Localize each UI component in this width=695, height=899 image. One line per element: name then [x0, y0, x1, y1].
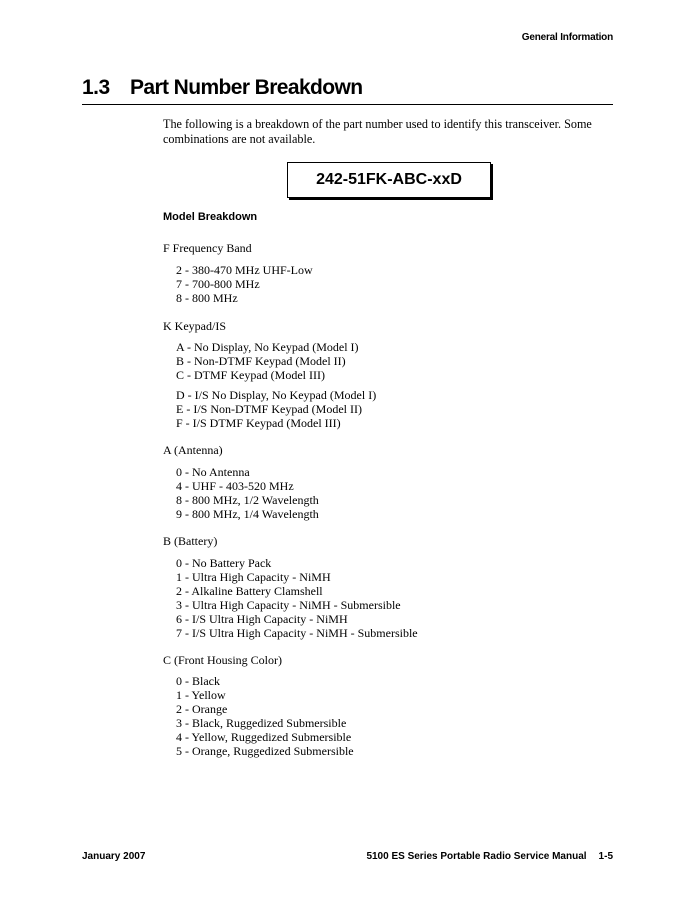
group-title-keypad: K Keypad/IS	[163, 319, 226, 333]
footer-date: January 2007	[82, 851, 146, 862]
list-item: D - I/S No Display, No Keypad (Model I)	[176, 388, 377, 402]
list-item: 4 - Yellow, Ruggedized Submersible	[176, 730, 352, 744]
list-item: B - Non-DTMF Keypad (Model II)	[176, 354, 346, 368]
list-item: A - No Display, No Keypad (Model I)	[176, 340, 359, 354]
group-title-housing-color: C (Front Housing Color)	[163, 653, 283, 667]
running-header: General Information	[521, 32, 613, 43]
list-item: 1 - Yellow	[176, 688, 226, 702]
list-item: 7 - I/S Ultra High Capacity - NiMH - Submersible	[176, 626, 418, 640]
group-title-battery: B (Battery)	[163, 534, 218, 548]
list-item: 0 - No Battery Pack	[176, 556, 272, 570]
list-item: 1 - Ultra High Capacity - NiMH	[176, 570, 331, 584]
intro-paragraph: The following is a breakdown of the part number used to identify this transceiver. Some combinations are not available.	[163, 117, 592, 146]
list-item: 8 - 800 MHz, 1/2 Wavelength	[176, 493, 319, 507]
list-item: 8 - 800 MHz	[176, 291, 238, 305]
footer-manual-title: 5100 ES Series Portable Radio Service Manual	[366, 851, 587, 862]
list-item: 6 - I/S Ultra High Capacity - NiMH	[176, 612, 348, 626]
group-title-antenna: A (Antenna)	[163, 443, 223, 457]
list-item: 9 - 800 MHz, 1/4 Wavelength	[176, 507, 319, 521]
list-item: 7 - 700-800 MHz	[176, 277, 260, 291]
list-item: 2 - Orange	[176, 702, 228, 716]
page-title: Part Number Breakdown	[130, 76, 363, 99]
list-item: F - I/S DTMF Keypad (Model III)	[176, 416, 341, 430]
list-item: 3 - Black, Ruggedized Submersible	[176, 716, 347, 730]
list-item: 4 - UHF - 403-520 MHz	[176, 479, 294, 493]
list-item: 3 - Ultra High Capacity - NiMH - Submersible	[176, 598, 401, 612]
list-item: 0 - No Antenna	[176, 465, 250, 479]
list-item: 2 - Alkaline Battery Clamshell	[176, 584, 323, 598]
list-item: 0 - Black	[176, 674, 220, 688]
footer-right	[366, 851, 613, 862]
list-item: E - I/S Non-DTMF Keypad (Model II)	[176, 402, 362, 416]
list-item: C - DTMF Keypad (Model III)	[176, 368, 325, 382]
part-number-box: 242-51FK-ABC-xxD	[287, 162, 491, 198]
list-item: 2 - 380-470 MHz UHF-Low	[176, 263, 313, 277]
section-heading	[82, 76, 613, 105]
model-breakdown-heading: Model Breakdown	[163, 211, 258, 223]
page-number: 1-5	[598, 851, 613, 862]
list-item: 5 - Orange, Ruggedized Submersible	[176, 744, 354, 758]
section-number: 1.3	[82, 76, 110, 99]
group-title-frequency: F Frequency Band	[163, 241, 252, 255]
